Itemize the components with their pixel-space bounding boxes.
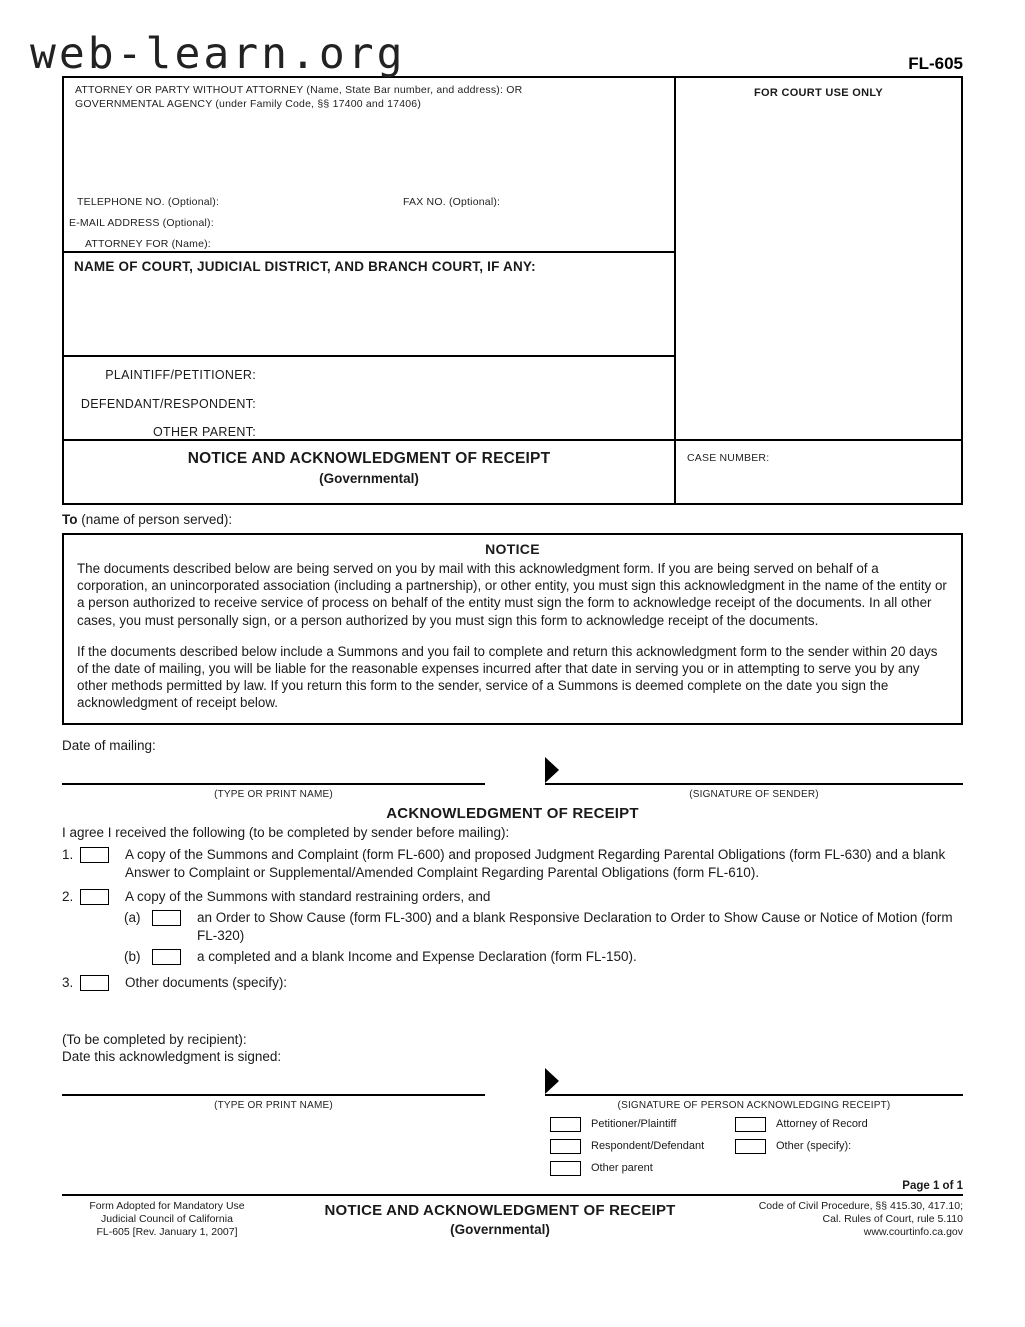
attorney-for-label: ATTORNEY FOR (Name):	[85, 238, 211, 250]
notice-paragraph-2: If the documents described below include a Summons and you fail to complete and return this acknowledgment form to the sender within 20 days of the date of mailing, you will be liable for the reasonable expenses incurred after that date in serving you or in attempting to serve you by any other methods permitted by law. If you return this form to the sender, service of a Summons is deemed complete on the date you sign the acknowledgment of receipt below.	[77, 643, 938, 711]
plaintiff-label: PLAINTIFF/PETITIONER:	[105, 368, 256, 382]
form-number: FL-605	[908, 54, 963, 73]
item-1-text: A copy of the Summons and Complaint (form FL-600) and proposed Judgment Regarding Parental Obligations (form FL-630) and a blank Answer to Complaint or Supplemental/Amended Complaint Regarding Parental Obligations (form FL-610).	[125, 846, 946, 880]
signature-arrow-icon	[545, 757, 559, 783]
recipient-signature-line-label: (SIGNATURE OF PERSON ACKNOWLEDGING RECEIPT)	[617, 1099, 891, 1111]
parties-cell	[64, 357, 676, 441]
capacity-respondent-defendant	[550, 1139, 735, 1154]
notice-title: NOTICE	[485, 541, 540, 557]
footer-left-block	[62, 1200, 272, 1239]
petitioner-plaintiff-checkbox[interactable]	[550, 1117, 581, 1132]
acknowledgment-title: ACKNOWLEDGMENT OF RECEIPT	[386, 804, 639, 822]
attorney-label-line2: GOVERNMENTAL AGENCY (under Family Code, §§ 17400 and 17406)	[75, 98, 422, 110]
item-3-checkbox[interactable]	[80, 975, 109, 991]
for-court-use-only-cell	[676, 78, 961, 441]
recipient-signature-line	[545, 1066, 963, 1096]
footer-center-block	[272, 1200, 728, 1239]
footer-form-subtitle: (Governmental)	[450, 1221, 550, 1237]
email-label: E-MAIL ADDRESS (Optional):	[69, 217, 214, 229]
other-specify-checkbox[interactable]	[735, 1139, 766, 1154]
capacity-attorney-of-record	[735, 1117, 963, 1132]
capacity-other-specify	[735, 1139, 963, 1154]
attorney-of-record-label: Attorney of Record	[776, 1118, 868, 1131]
case-number-label: CASE NUMBER:	[687, 452, 770, 464]
footer-right-block	[728, 1200, 963, 1239]
recipient-name-line	[62, 1066, 485, 1096]
item-2b-text: a completed and a blank Income and Expense Declaration (form FL-150).	[197, 948, 637, 964]
item-3-text: Other documents (specify):	[125, 974, 288, 990]
capacity-checkbox-grid	[550, 1117, 963, 1176]
capacity-petitioner-plaintiff	[550, 1117, 735, 1132]
recipient-signature-row	[62, 1066, 963, 1111]
page-info: Page 1 of 1	[902, 1179, 963, 1192]
item-1-checkbox[interactable]	[80, 847, 109, 863]
item-3	[62, 974, 963, 992]
date-of-mailing-label: Date of mailing:	[62, 737, 156, 753]
attorney-label-line1: ATTORNEY OR PARTY WITHOUT ATTORNEY (Name, State Bar number, and address): OR	[75, 84, 523, 96]
footer-left-line1: Form Adopted for Mandatory Use	[89, 1199, 245, 1212]
footer-left-line2: Judicial Council of California	[101, 1212, 233, 1225]
recipient-note: (To be completed by recipient):	[62, 1031, 247, 1047]
sender-signature-line-label: (SIGNATURE OF SENDER)	[689, 788, 819, 800]
acknowledgment-intro: I agree I received the following (to be completed by sender before mailing):	[62, 824, 510, 840]
item-2a-number: (a)	[124, 909, 141, 925]
footer-divider	[62, 1194, 963, 1196]
to-line	[62, 512, 963, 527]
item-2-number: 2.	[62, 888, 74, 904]
defendant-label: DEFENDANT/RESPONDENT:	[80, 396, 256, 411]
to-label-detail: (name of person served):	[81, 512, 233, 527]
item-2b-number: (b)	[124, 948, 141, 964]
footer-right-line2: Cal. Rules of Court, rule 5.110	[822, 1212, 963, 1225]
form-title: NOTICE AND ACKNOWLEDGMENT OF RECEIPT	[187, 450, 551, 467]
other-specify-label: Other (specify):	[776, 1140, 852, 1153]
item-1-number: 1.	[62, 846, 74, 862]
other-parent-label: Other parent	[591, 1162, 653, 1175]
recipient-name-line-label: (TYPE OR PRINT NAME)	[214, 1099, 333, 1111]
item-2b	[124, 948, 963, 966]
footer	[62, 1200, 963, 1239]
to-label: To	[62, 512, 78, 527]
item-3-number: 3.	[62, 974, 74, 990]
sender-name-line-label: (TYPE OR PRINT NAME)	[214, 788, 333, 800]
item-2a-checkbox[interactable]	[152, 910, 181, 926]
notice-box	[62, 533, 963, 725]
item-2b-checkbox[interactable]	[152, 949, 181, 965]
footer-right-line1: Code of Civil Procedure, §§ 415.30, 417.10;	[758, 1199, 963, 1212]
site-logo[interactable]: web-learn.org	[30, 29, 406, 79]
form-title-cell	[64, 441, 676, 503]
item-1	[62, 846, 963, 882]
telephone-label: TELEPHONE NO. (Optional):	[77, 196, 220, 208]
sender-signature-row	[62, 755, 963, 800]
attorney-info-cell	[64, 78, 676, 253]
other-parent-label: OTHER PARENT:	[153, 425, 256, 439]
sender-name-line	[62, 755, 485, 785]
footer-right-line3[interactable]: www.courtinfo.ca.gov	[863, 1225, 963, 1238]
court-name-cell	[64, 253, 676, 357]
form-subtitle: (Governmental)	[319, 471, 419, 486]
notice-paragraph-1: The documents described below are being served on you by mail with this acknowledgment form. If you are being served on behalf of a corporation, an unincorporated association (including a partnership), or other entity, you must sign this acknowledgment in the name of the entity or a person authorized to receive service of process on behalf of the entity must sign the form to acknowledge receipt of the documents. In all other cases, you must personally sign, or a person authorized by you must sign this form to acknowledge receipt of the documents.	[77, 561, 947, 628]
footer-left-line3: FL-605 [Rev. January 1, 2007]	[96, 1225, 238, 1238]
form-header-table	[62, 76, 963, 505]
item-2-checkbox[interactable]	[80, 889, 109, 905]
item-2a	[124, 909, 963, 945]
capacity-other-parent	[550, 1161, 735, 1176]
brand-row	[0, 0, 1025, 79]
signature-arrow-icon	[545, 1068, 559, 1094]
footer-form-title: NOTICE AND ACKNOWLEDGMENT OF RECEIPT	[324, 1201, 676, 1219]
item-2	[62, 888, 963, 906]
fax-label: FAX NO. (Optional):	[403, 196, 501, 208]
respondent-defendant-checkbox[interactable]	[550, 1139, 581, 1154]
other-parent-checkbox[interactable]	[550, 1161, 581, 1176]
attorney-of-record-checkbox[interactable]	[735, 1117, 766, 1132]
item-2a-text: an Order to Show Cause (form FL-300) and a blank Responsive Declaration to Order to Show Cause or Notice of Motion (form FL-320)	[197, 909, 953, 943]
respondent-defendant-label: Respondent/Defendant	[591, 1140, 705, 1153]
for-court-use-only-label: FOR COURT USE ONLY	[753, 87, 884, 99]
sender-signature-line	[545, 755, 963, 785]
case-number-cell	[676, 441, 961, 503]
item-2-text: A copy of the Summons with standard restraining orders, and	[125, 888, 491, 904]
court-name-label: NAME OF COURT, JUDICIAL DISTRICT, AND BRANCH COURT, IF ANY:	[74, 259, 536, 274]
petitioner-plaintiff-label: Petitioner/Plaintiff	[591, 1118, 677, 1131]
date-signed-label: Date this acknowledgment is signed:	[62, 1048, 282, 1064]
